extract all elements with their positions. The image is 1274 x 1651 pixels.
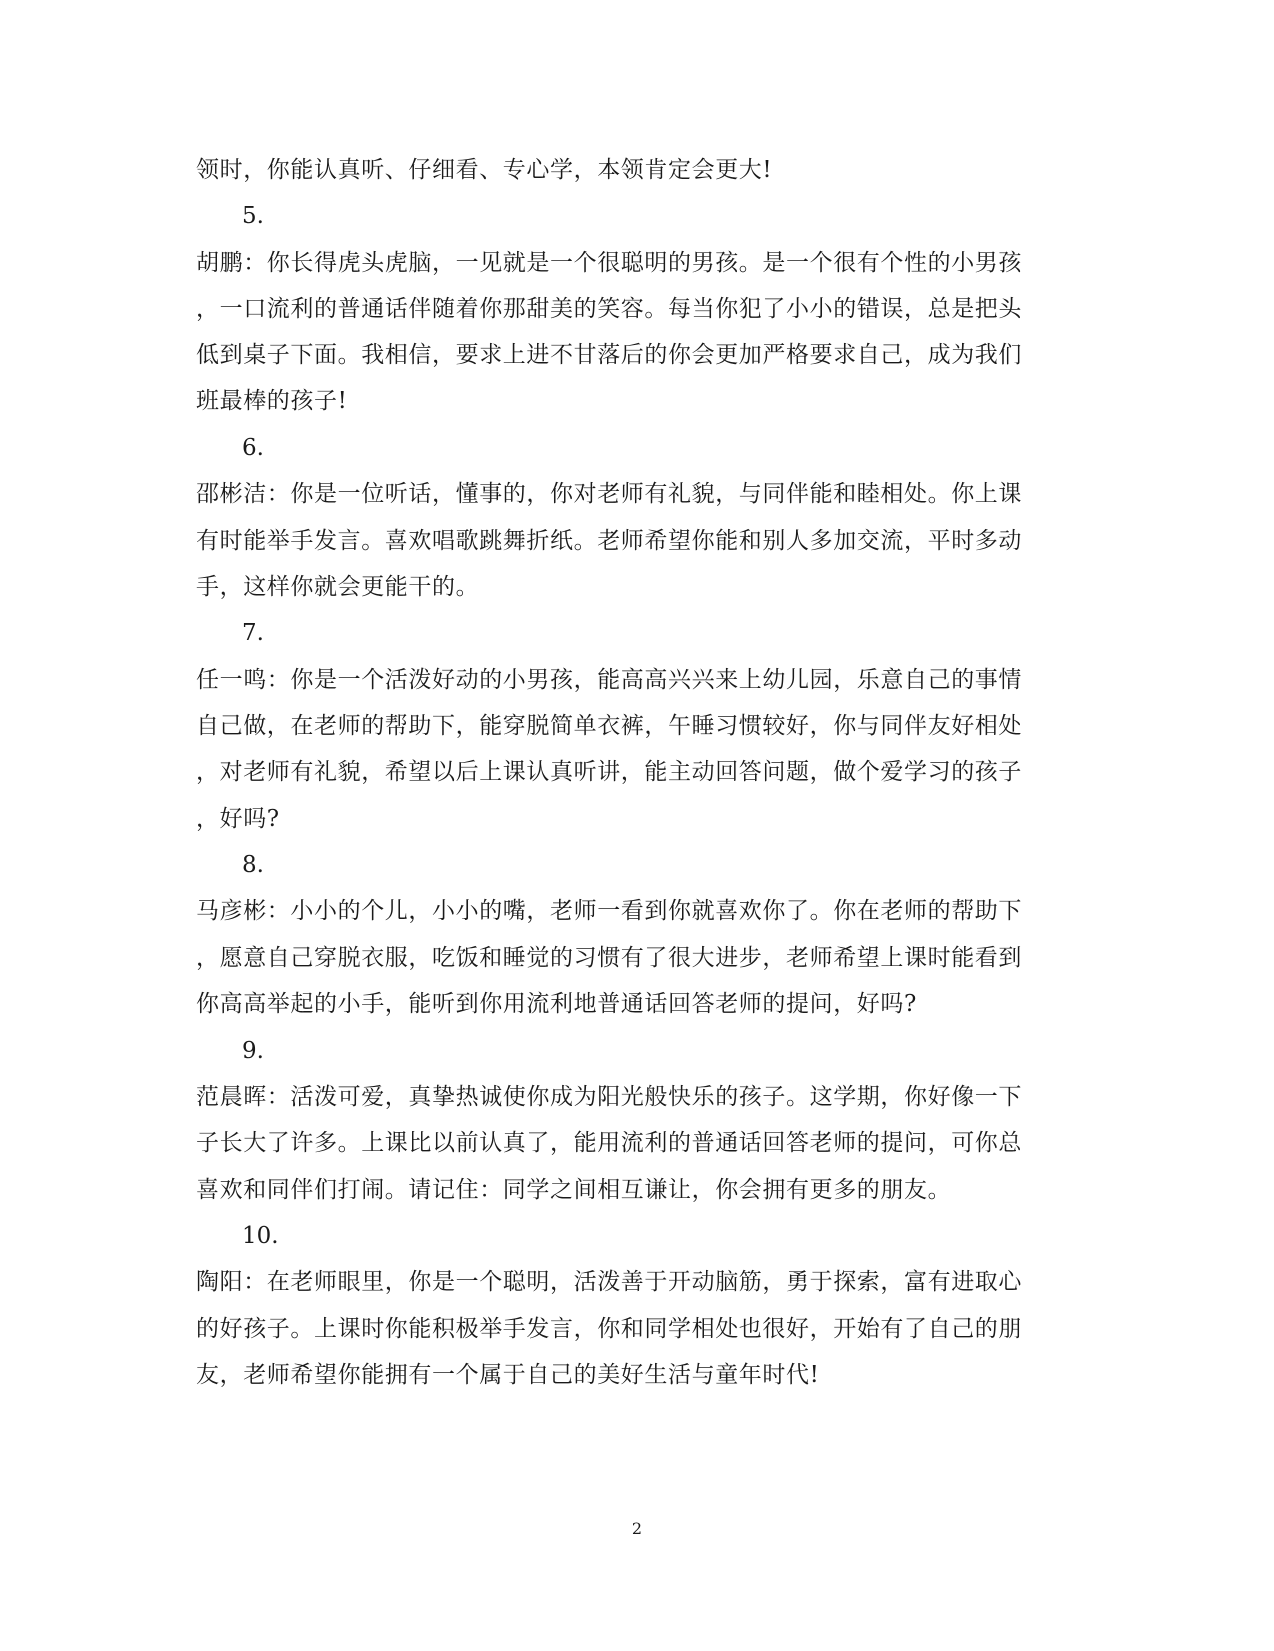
item-number: 10. bbox=[242, 1223, 279, 1249]
paragraph-line: 友，老师希望你能拥有一个属于自己的美好生活与童年时代! bbox=[196, 1362, 820, 1388]
paragraph-line: 陶阳：在老师眼里，你是一个聪明，活泼善于开动脑筋，勇于探索，富有进取心 bbox=[196, 1269, 1022, 1295]
paragraph-line: 有时能举手发言。喜欢唱歌跳舞折纸。老师希望你能和别人多加交流，平时多动 bbox=[196, 528, 1022, 554]
item-number: 6. bbox=[242, 435, 264, 461]
item-number: 7. bbox=[242, 620, 264, 646]
item-number: 8. bbox=[242, 852, 264, 878]
paragraph-line: ，一口流利的普通话伴随着你那甜美的笑容。每当你犯了小小的错误，总是把头 bbox=[196, 296, 1022, 322]
paragraph-line: 班最棒的孩子! bbox=[196, 388, 348, 414]
paragraph-line: 的好孩子。上课时你能积极举手发言，你和同学相处也很好，开始有了自己的朋 bbox=[196, 1316, 1022, 1342]
item-number: 9. bbox=[242, 1038, 264, 1064]
paragraph-line: ，愿意自己穿脱衣服，吃饭和睡觉的习惯有了很大进步，老师希望上课时能看到 bbox=[196, 945, 1022, 971]
paragraph-line: 领时，你能认真听、仔细看、专心学，本领肯定会更大! bbox=[196, 157, 773, 183]
paragraph-line: 子长大了许多。上课比以前认真了，能用流利的普通话回答老师的提问，可你总 bbox=[196, 1130, 1022, 1156]
page-number: 2 bbox=[631, 1519, 643, 1538]
paragraph-line: 范晨晖：活泼可爱，真挚热诚使你成为阳光般快乐的孩子。这学期，你好像一下 bbox=[196, 1084, 1022, 1110]
paragraph-line: 低到桌子下面。我相信，要求上进不甘落后的你会更加严格要求自己，成为我们 bbox=[196, 342, 1022, 368]
paragraph-line: 自己做，在老师的帮助下，能穿脱简单衣裤，午睡习惯较好，你与同伴友好相处 bbox=[196, 713, 1022, 739]
paragraph-line: 邵彬洁：你是一位听话，懂事的，你对老师有礼貌，与同伴能和睦相处。你上课 bbox=[196, 481, 1022, 507]
paragraph-line: ，对老师有礼貌，希望以后上课认真听讲，能主动回答问题，做个爱学习的孩子 bbox=[196, 759, 1022, 785]
paragraph-line: 马彦彬：小小的个儿，小小的嘴，老师一看到你就喜欢你了。你在老师的帮助下 bbox=[196, 898, 1022, 924]
paragraph-line: ，好吗? bbox=[196, 806, 280, 832]
paragraph-line: 手，这样你就会更能干的。 bbox=[196, 574, 480, 600]
paragraph-line: 你高高举起的小手，能听到你用流利地普通话回答老师的提问，好吗? bbox=[196, 991, 917, 1017]
paragraph-line: 胡鹏：你长得虎头虎脑，一见就是一个很聪明的男孩。是一个很有个性的小男孩 bbox=[196, 250, 1022, 276]
paragraph-line: 喜欢和同伴们打闹。请记住：同学之间相互谦让，你会拥有更多的朋友。 bbox=[196, 1177, 952, 1203]
paragraph-line: 任一鸣：你是一个活泼好动的小男孩，能高高兴兴来上幼儿园，乐意自己的事情 bbox=[196, 667, 1022, 693]
item-number: 5. bbox=[242, 203, 264, 229]
